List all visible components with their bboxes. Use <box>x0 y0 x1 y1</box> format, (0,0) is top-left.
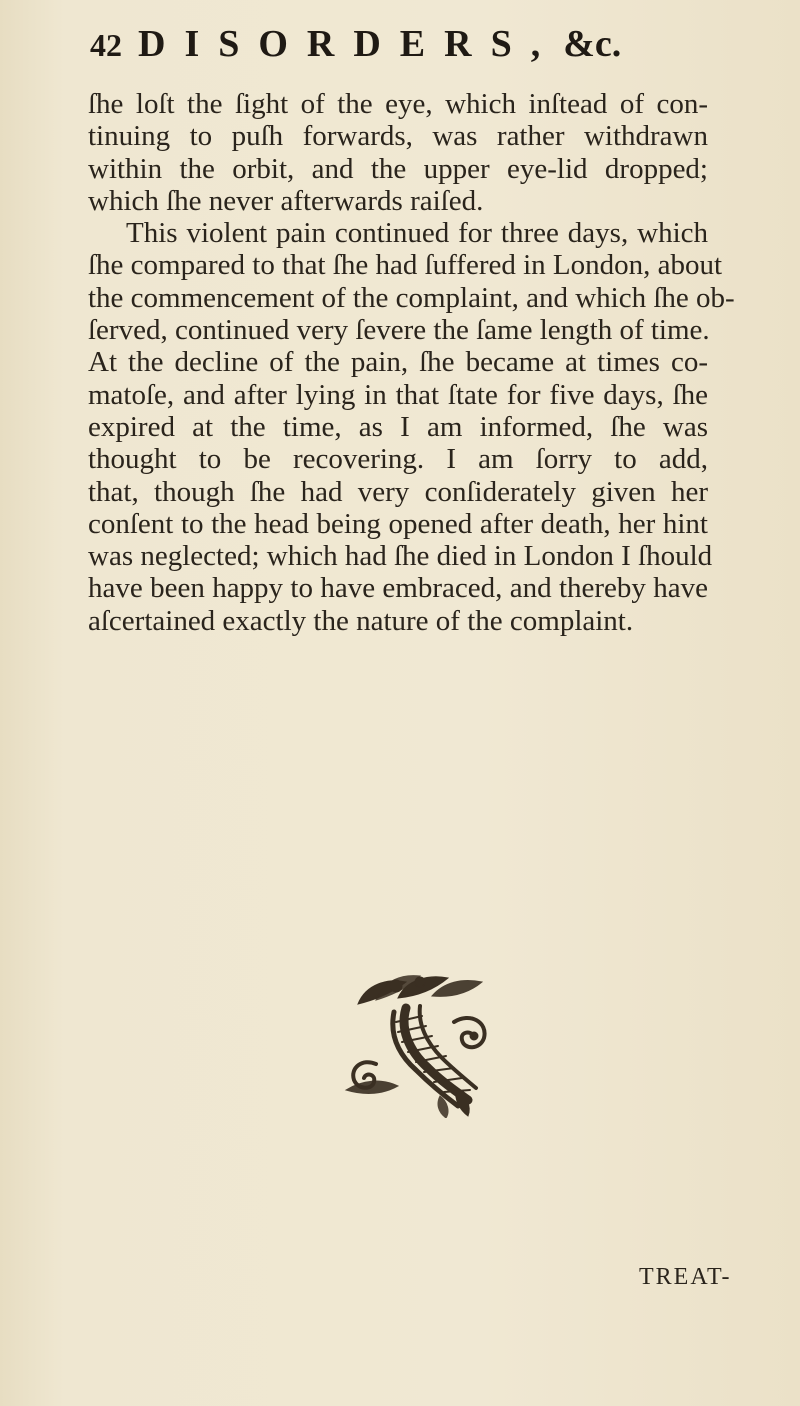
text-line: which ſhe never afterwards raiſed. <box>88 184 484 217</box>
floral-tailpiece-icon <box>336 972 496 1118</box>
text-line: At the decline of the pain, ſhe became at times co- <box>88 346 708 379</box>
text-line: the commencement of the complaint, and which ſhe ob- <box>88 281 735 314</box>
text-line: that, though ſhe had very conſiderately given her <box>88 475 708 508</box>
text-line: ſhe compared to that ſhe had ſuffered in London, about <box>88 249 723 282</box>
text-line: thought to be recovering. I am ſorry to add, <box>88 443 708 476</box>
text-line: aſcertained exactly the nature of the complaint. <box>88 604 634 637</box>
running-title-etc: &c. <box>563 23 622 65</box>
text-line: expired at the time, as I am informed, ſhe was <box>88 410 708 443</box>
text-line: matoſe, and after lying in that ſtate for five days, ſhe <box>88 378 708 411</box>
running-header <box>90 18 730 70</box>
text-line: have been happy to have embraced, and thereby have <box>88 572 708 605</box>
text-line: tinuing to puſh forwards, was rather withdrawn <box>88 120 708 153</box>
text-line: was neglected; which had ſhe died in London I ſhould <box>88 540 713 573</box>
text-line: conſent to the head being opened after death, her hint <box>88 507 708 540</box>
catchword: TREAT- <box>639 1264 732 1290</box>
body-text <box>88 88 735 637</box>
page-number: 42 <box>90 27 122 63</box>
text-line: ſerved, continued very ſevere the ſame length of time. <box>88 314 710 347</box>
text-line: within the orbit, and the upper eye-lid dropped; <box>88 152 708 185</box>
running-title: DISORDERS, <box>138 23 560 65</box>
text-line: This violent pain continued for three days, which <box>126 217 708 250</box>
text-line: ſhe loſt the ſight of the eye, which inſtead of con- <box>88 88 708 120</box>
